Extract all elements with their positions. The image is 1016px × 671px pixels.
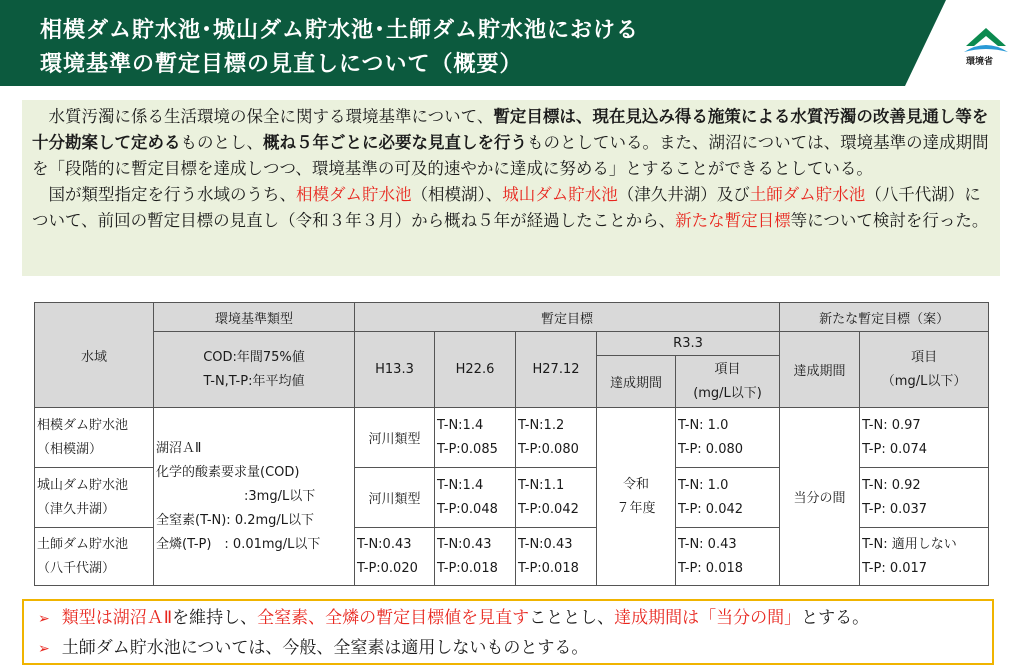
intro-text: ものとし、 [180,133,263,152]
type-tn: 全窒素(T-N): 0.2mg/L以下 [156,512,315,528]
header-new-period: 達成期間 [780,332,860,408]
header-h22: H22.6 [435,332,516,408]
h13-cell [355,528,435,586]
header-new-item [860,332,989,408]
intro-text: ものとしている。また、湖沼については、環境基準の達成期間を「段階的に暫定目標を達成しつつ、環境基準の可及的速やかに達成に努める」とすることができるとしている。 [32,133,989,178]
waterbody-name: 土師ダム貯水池 [37,536,129,552]
h13-cell: 河川類型 [355,468,435,528]
summary-bullet-2 [38,634,978,664]
page-title-line2: 環境基準の暫定目標の見直しについて（概要） [40,52,523,77]
summary-highlight: 達成期間は「当分の間」 [614,608,802,628]
intro-text: 国が類型指定を行う水域のうち、 [48,185,296,204]
intro-paragraph-1 [32,104,992,182]
arrow-bullet-icon: ➢ [38,611,50,627]
type-cod-value: :3mg/L以下 [244,488,316,504]
type-cod-label: 化学的酸素要求量(COD) [156,464,300,480]
header-waterbody: 水域 [35,303,154,408]
intro-paragraph-2 [32,182,992,234]
standard-desc-line: T-N,T-P:年平均値 [203,373,305,389]
header-r33: R3.3 [597,332,780,356]
h22-cell [435,528,516,586]
header-h13: H13.3 [355,332,435,408]
new-item-cell [860,408,989,468]
value-tp: T-P: 0.037 [862,501,928,517]
r33-period-line: 令和 [622,476,649,492]
type-class: 湖沼ＡⅡ [156,440,202,456]
summary-text: とする。 [801,608,870,628]
r33-period-cell [597,408,676,586]
h27-cell [516,408,597,468]
r33-period-line: ７年度 [616,500,656,516]
standard-desc-line: COD:年間75%値 [203,349,305,365]
intro-highlight: 相模ダム貯水池 [296,185,412,204]
value-tp: T-P: 0.017 [862,560,928,576]
r33-item-cell [676,408,780,468]
summary-highlight: 全窒素、全燐の暫定目標値を見直す [257,608,530,628]
value-tp: T-P: 0.018 [678,560,744,576]
value-tp: T-P:0.080 [518,441,579,457]
type-tp: 全燐(T-P) : 0.01mg/L以下 [156,536,321,552]
value-tp: T-P:0.018 [437,560,498,576]
value-tn: T-N: 0.92 [862,477,921,493]
intro-box [22,100,1000,276]
r33-item-cell [676,468,780,528]
value-tn: T-N:0.43 [437,536,492,552]
value-tp: T-P: 0.074 [862,441,928,457]
value-tn: T-N:1.2 [518,417,565,433]
h27-cell [516,528,597,586]
value-tn: T-N:0.43 [518,536,573,552]
value-tp: T-P: 0.080 [678,441,744,457]
intro-highlight: 土師ダム貯水池 [749,185,866,204]
value-tp: T-P:0.018 [518,560,579,576]
new-period-cell: 当分の間 [780,408,860,586]
waterbody-lake: （津久井湖） [37,501,116,517]
value-tn: T-N:1.4 [437,477,484,493]
intro-highlight: 城山ダム貯水池 [502,185,618,204]
intro-highlight: 新たな暫定目標 [675,211,791,230]
header-new-item-line: （mg/L以下） [881,373,967,389]
header-r33-period: 達成期間 [597,356,676,408]
waterbody-lake: （相模湖） [37,441,103,457]
table-row [35,408,989,468]
value-tn: T-N: 1.0 [678,417,729,433]
intro-bold-text: 概ね５年ごとに必要な見直しを行う [263,133,527,152]
page-title-line1: 相模ダム貯水池･城山ダム貯水池･土師ダム貯水池における [40,18,640,43]
h13-cell: 河川類型 [355,408,435,468]
h22-cell [435,408,516,468]
header-standard-desc [154,332,355,408]
new-item-cell [860,528,989,586]
intro-bold-text: 暫定目標は、現在見込み得る施策による水質汚濁の改善見通し等を十分勘案して定める [32,107,989,152]
summary-text: 土師ダム貯水池については、今般、全窒素は適用しないものとする。 [61,638,589,658]
intro-text: （相模湖）、 [411,185,503,204]
summary-bullet-1 [38,604,978,634]
header-item-line: 項目 [714,361,741,377]
value-tp: T-P:0.048 [437,501,498,517]
standard-type-cell [154,408,355,586]
header-provisional-target: 暫定目標 [355,303,780,332]
value-tn: T-N:0.43 [357,536,412,552]
new-item-cell [860,468,989,528]
waterbody-cell [35,408,154,468]
value-tn: T-N:1.4 [437,417,484,433]
intro-text: 水質汚濁に係る生活環境の保全に関する環境基準について、 [48,107,494,126]
intro-text: （津久井湖）及び [617,185,750,204]
summary-box [22,599,994,665]
intro-text: （八千代湖）について、前回の暫定目標の見直し（令和３年３月）から概ね５年が経過したことから、 [32,185,981,230]
r33-item-cell [676,528,780,586]
waterbody-cell [35,528,154,586]
summary-text: を維持し、 [172,608,258,628]
value-tp: T-P:0.042 [518,501,579,517]
h27-cell [516,468,597,528]
arrow-bullet-icon: ➢ [38,641,50,657]
intro-text: 等について検討を行った。 [790,211,989,230]
value-tn: T-N: 0.43 [678,536,737,552]
h22-cell [435,468,516,528]
waterbody-name: 城山ダム貯水池 [37,477,129,493]
ministry-logo-text: 環境省 [966,57,994,67]
header-new-target: 新たな暫定目標（案） [780,303,989,332]
value-tn: T-N:1.1 [518,477,565,493]
waterbody-lake: （八千代湖） [37,560,116,576]
value-tn: T-N: 1.0 [678,477,729,493]
waterbody-name: 相模ダム貯水池 [37,417,129,433]
value-tp: T-P:0.085 [437,441,498,457]
header-h27: H27.12 [516,332,597,408]
summary-highlight: 類型は湖沼ＡⅡ [61,608,173,628]
header-standard-type: 環境基準類型 [154,303,355,332]
summary-text: こととし、 [529,608,615,628]
header-r33-item [676,356,780,408]
header-new-item-line: 項目 [911,349,938,365]
value-tp: T-P: 0.042 [678,501,744,517]
provisional-target-table [34,302,989,586]
value-tn: T-N: 適用しない [862,536,957,552]
header-item-line: (mg/L以下) [693,385,762,401]
waterbody-cell [35,468,154,528]
value-tp: T-P:0.020 [357,560,418,576]
value-tn: T-N: 0.97 [862,417,921,433]
